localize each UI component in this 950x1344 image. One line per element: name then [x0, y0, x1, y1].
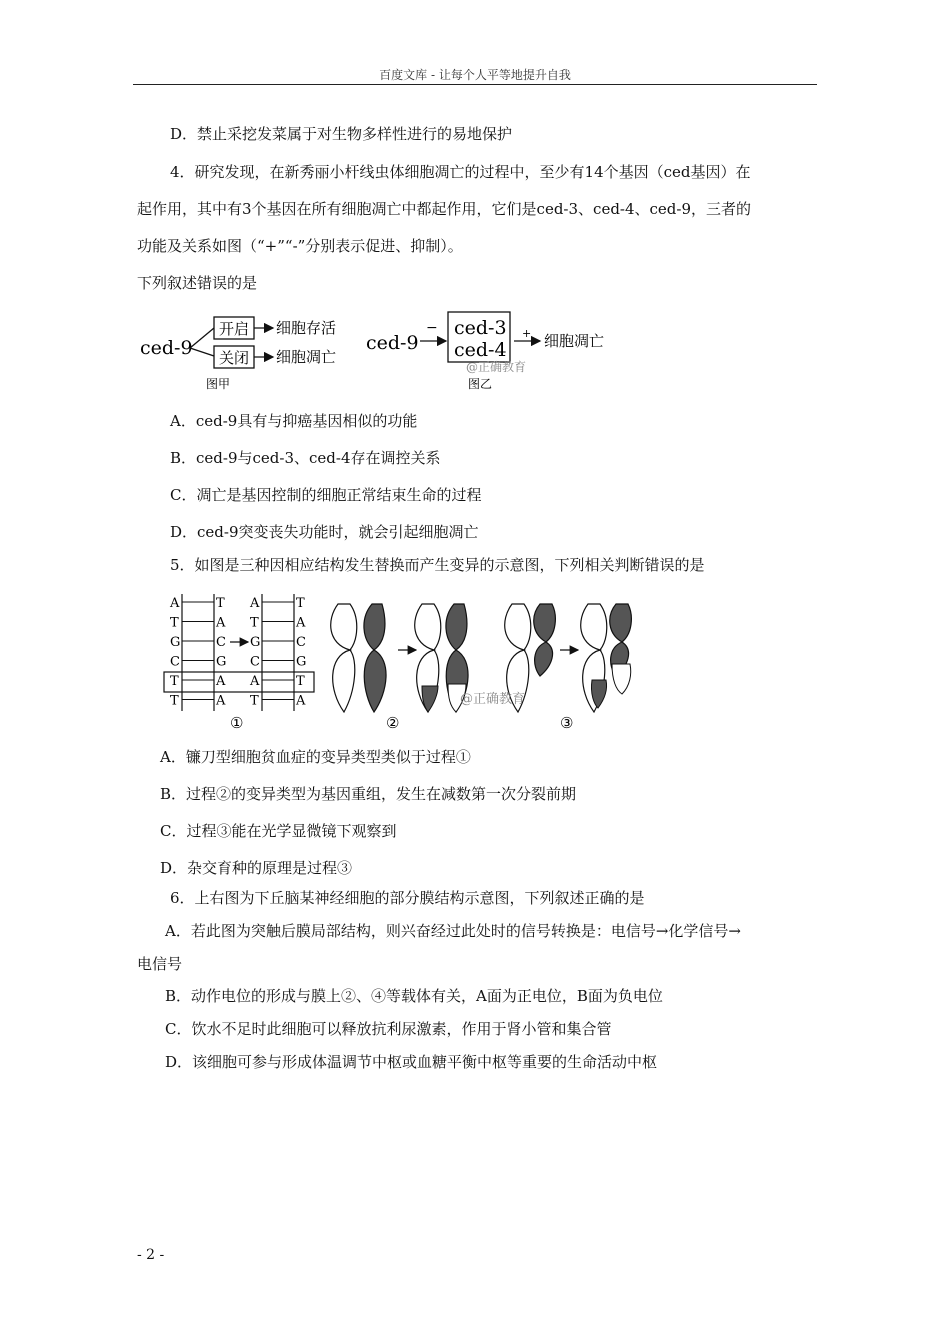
page-number: - 2 -	[137, 1247, 165, 1263]
dna-after-base-left: T	[250, 693, 259, 709]
dna-before-base-left: T	[170, 693, 179, 709]
q4-stem-line2: 起作用，其中有3个基因在所有细胞凋亡中都起作用，它们是ced-3、ced-4、ced-9，三者的	[137, 200, 752, 218]
fig-yi-result: 细胞凋亡	[544, 332, 605, 350]
fig-jia-gene: ced-9	[140, 337, 193, 359]
q6-option-b: B．动作电位的形成与膜上②、④等载体有关，A面为正电位，B面为负电位	[165, 987, 663, 1005]
q4-stem-line1: 4．研究发现，在新秀丽小杆线虫体细胞凋亡的过程中，至少有14个基因（ced基因）在	[170, 163, 751, 181]
fig-yi-box-line1: ced-3	[454, 317, 507, 339]
dna-after-base-right: T	[296, 596, 305, 611]
fig-yi-caption: 图乙	[468, 377, 493, 391]
q6-stem: 6．上右图为下丘脑某神经细胞的部分膜结构示意图，下列叙述正确的是	[170, 889, 645, 907]
q4-option-d: D．ced-9突变丧失功能时，就会引起细胞凋亡	[170, 523, 479, 541]
dna-panel	[169, 594, 306, 711]
chromosome-panel-2	[331, 604, 468, 712]
fig-jia-caption: 图甲	[206, 377, 231, 391]
fig-yi-promote-sign: +	[522, 327, 532, 340]
q6-option-d: D．该细胞可参与形成体温调节中枢或血糖平衡中枢等重要的生命活动中枢	[165, 1053, 658, 1071]
dna-highlight-box	[164, 672, 314, 692]
header-divider	[133, 84, 817, 85]
q5-option-c: C．过程③能在光学显微镜下观察到	[160, 822, 397, 840]
page-header: 百度文库 - 让每个人平等地提升自我	[379, 68, 571, 82]
figure-yi	[364, 308, 614, 396]
fig-jia-off-result: 细胞凋亡	[276, 348, 337, 366]
fig-yi-gene: ced-9	[366, 332, 419, 354]
fig-jia-on-result: 细胞存活	[276, 319, 337, 337]
label-process-2: ②	[386, 714, 400, 732]
dna-after-base-left: A	[250, 596, 260, 611]
q4-stem-line3: 功能及关系如图（“+”“-”分别表示促进、抑制）。	[137, 237, 463, 255]
fig-jia-off-label: 关闭	[219, 349, 250, 367]
q6-option-a-line2: 电信号	[137, 955, 183, 973]
q5-option-a: A．镰刀型细胞贫血症的变异类型类似于过程①	[160, 748, 471, 766]
dna-after-base-left: T	[250, 615, 259, 631]
fig-variation-watermark: @正确教育	[460, 692, 526, 707]
label-process-1: ①	[230, 714, 244, 732]
q4-option-c: C．凋亡是基因控制的细胞正常结束生命的过程	[170, 486, 482, 504]
dna-before-base-right: A	[216, 615, 226, 631]
q5-option-b: B．过程②的变异类型为基因重组，发生在减数第一次分裂前期	[160, 785, 577, 803]
dna-before-base-right: T	[216, 596, 225, 611]
fig-yi-inhibit-sign: −	[426, 320, 438, 336]
q4-option-a: A．ced-9具有与抑癌基因相似的功能	[170, 412, 418, 430]
dna-after-base-right: A	[296, 615, 306, 631]
dna-after-base-left: G	[250, 635, 261, 650]
dna-after-base-left: C	[250, 654, 260, 670]
dna-after-base-right: G	[296, 654, 307, 670]
figure-variation	[160, 590, 650, 732]
q6-option-c: C．饮水不足时此细胞可以释放抗利尿激素，作用于肾小管和集合管	[165, 1020, 612, 1038]
fig-yi-watermark: @正确教育	[466, 360, 527, 374]
q5-option-d: D．杂交育种的原理是过程③	[160, 859, 353, 877]
label-process-3: ③	[560, 714, 574, 732]
dna-before-base-right: A	[216, 674, 226, 689]
figure-jia	[138, 308, 353, 396]
q5-stem: 5．如图是三种因相应结构发生替换而产生变异的示意图，下列相关判断错误的是	[170, 556, 705, 574]
dna-before-base-right: G	[216, 654, 227, 670]
dna-after-base-right: T	[296, 674, 305, 689]
dna-before-base-left: C	[170, 654, 180, 670]
dna-before-base-left: T	[170, 674, 179, 689]
dna-before-base-left: T	[170, 615, 179, 631]
q3-option-d: D．禁止采挖发菜属于对生物多样性进行的易地保护	[170, 125, 513, 143]
dna-before-base-left: A	[170, 596, 180, 611]
q4-stem-line4: 下列叙述错误的是	[137, 274, 258, 292]
dna-before-base-left: G	[170, 635, 181, 650]
dna-before-base-right: C	[216, 635, 226, 650]
fig-jia-on-label: 开启	[219, 320, 250, 338]
dna-after-base-left: A	[250, 674, 260, 689]
fig-yi-box-line2: ced-4	[454, 339, 507, 361]
q6-option-a-line1: A．若此图为突触后膜局部结构，则兴奋经过此处时的信号转换是：电信号→化学信号→	[165, 922, 741, 940]
dna-after-base-right: A	[296, 693, 306, 709]
dna-after-base-right: C	[296, 635, 306, 650]
q4-option-b: B．ced-9与ced-3、ced-4存在调控关系	[170, 449, 441, 467]
dna-before-base-right: A	[216, 693, 226, 709]
